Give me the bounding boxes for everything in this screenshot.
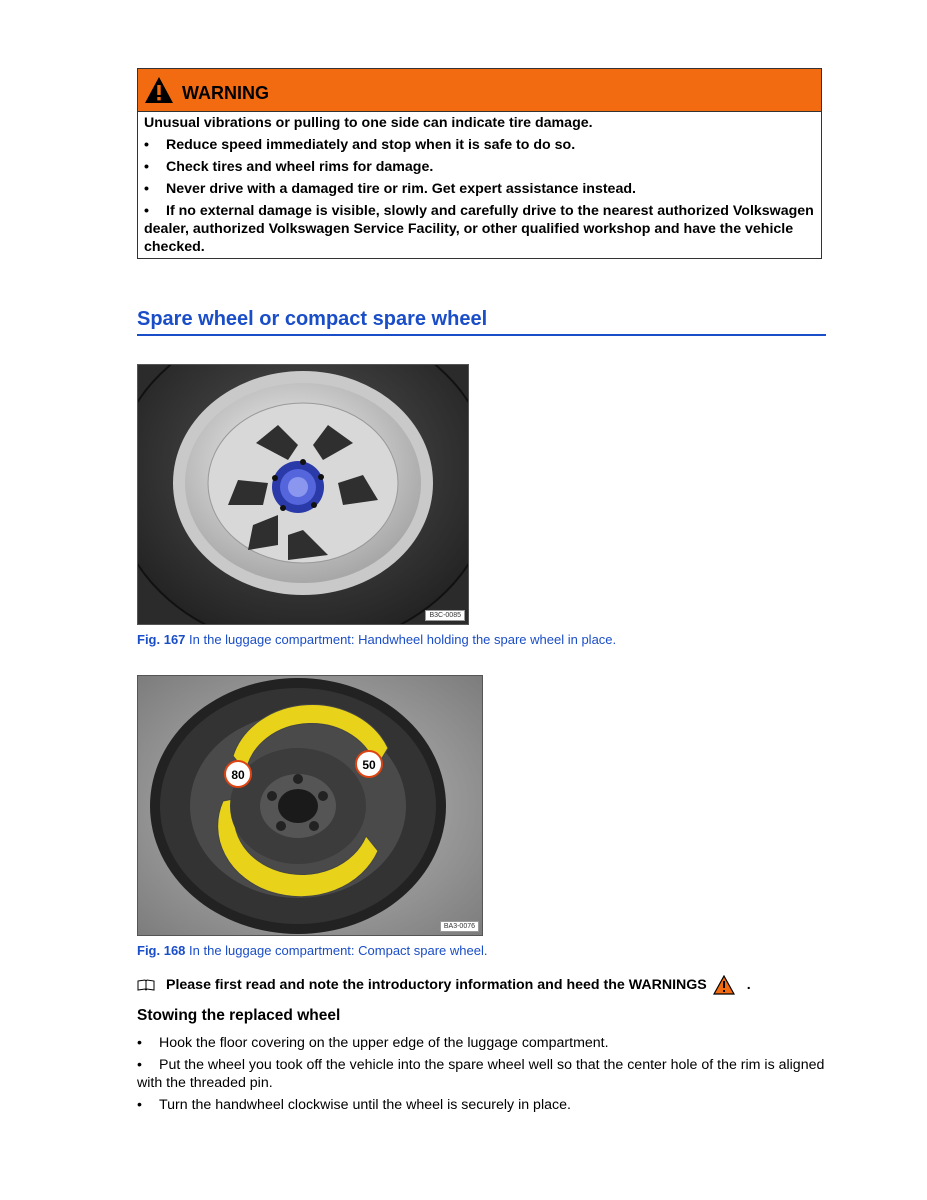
warning-box (137, 68, 822, 259)
sticker-speed-50: 50 (362, 758, 376, 772)
list-item (137, 1056, 827, 1092)
warning-bullet (144, 136, 815, 154)
figure-caption-label: Fig. 167 (137, 632, 186, 647)
compact-spare-illustration (138, 676, 482, 935)
warning-bullet (144, 202, 815, 256)
warning-title: WARNING (182, 82, 269, 103)
intro-note (137, 975, 751, 995)
figure-code: BA3-0076 (440, 921, 479, 932)
figure-caption (137, 943, 487, 958)
book-icon (137, 979, 155, 991)
warning-bullet (144, 180, 815, 198)
bullet-glyph: • (144, 137, 149, 153)
bullet-glyph: • (137, 1097, 142, 1113)
figure-caption-label: Fig. 168 (137, 943, 186, 958)
figure-compact-spare (137, 675, 483, 936)
figure-caption-text: In the luggage compartment: Compact spare wheel. (185, 943, 488, 958)
warning-intro: Unusual vibrations or pulling to one side can indicate tire damage. (144, 115, 593, 131)
stowing-steps (137, 1034, 827, 1118)
section-title: Spare wheel or compact spare wheel (137, 308, 826, 336)
step-text: Hook the floor covering on the upper edge of the luggage compartment. (159, 1035, 609, 1051)
list-item (137, 1096, 827, 1114)
figure-code: B3C-0085 (425, 610, 465, 621)
warning-bullet-text: Never drive with a damaged tire or rim. Get expert assistance instead. (166, 181, 636, 197)
list-item (137, 1034, 827, 1052)
bullet-glyph: • (137, 1035, 142, 1051)
warning-bullet (144, 158, 815, 176)
sticker-speed-80: 80 (231, 768, 245, 782)
bullet-glyph: • (144, 203, 149, 219)
warning-header (138, 69, 821, 112)
figure-caption (137, 632, 616, 647)
figure-handwheel-spare (137, 364, 469, 625)
spare-wheel-illustration (138, 365, 468, 624)
figure-caption-text: In the luggage compartment: Handwheel holding the spare wheel in place. (185, 632, 617, 647)
bullet-glyph: • (144, 181, 149, 197)
bullet-glyph: • (137, 1057, 142, 1073)
warning-bullet-text: If no external damage is visible, slowly and carefully drive to the nearest authorized Volkswagen dealer, authorized Volkswagen Service Facility, or other qualified workshop and have the vehicle checked. (144, 203, 814, 255)
warning-icon (144, 76, 174, 104)
intro-note-text: Please first read and note the introductory information and heed the WARNINGS (166, 977, 707, 993)
intro-note-end: . (746, 977, 751, 993)
warning-body (138, 112, 821, 256)
step-text: Put the wheel you took off the vehicle into the spare wheel well so that the center hole of the rim is aligned with the threaded pin. (137, 1057, 825, 1091)
warning-bullet-text: Reduce speed immediately and stop when it is safe to do so. (166, 137, 576, 153)
warning-bullet-text: Check tires and wheel rims for damage. (166, 159, 434, 175)
warning-link-icon[interactable] (713, 975, 735, 995)
bullet-glyph: • (144, 159, 149, 175)
step-text: Turn the handwheel clockwise until the wheel is securely in place. (159, 1097, 571, 1113)
subsection-heading: Stowing the replaced wheel (137, 1007, 341, 1024)
